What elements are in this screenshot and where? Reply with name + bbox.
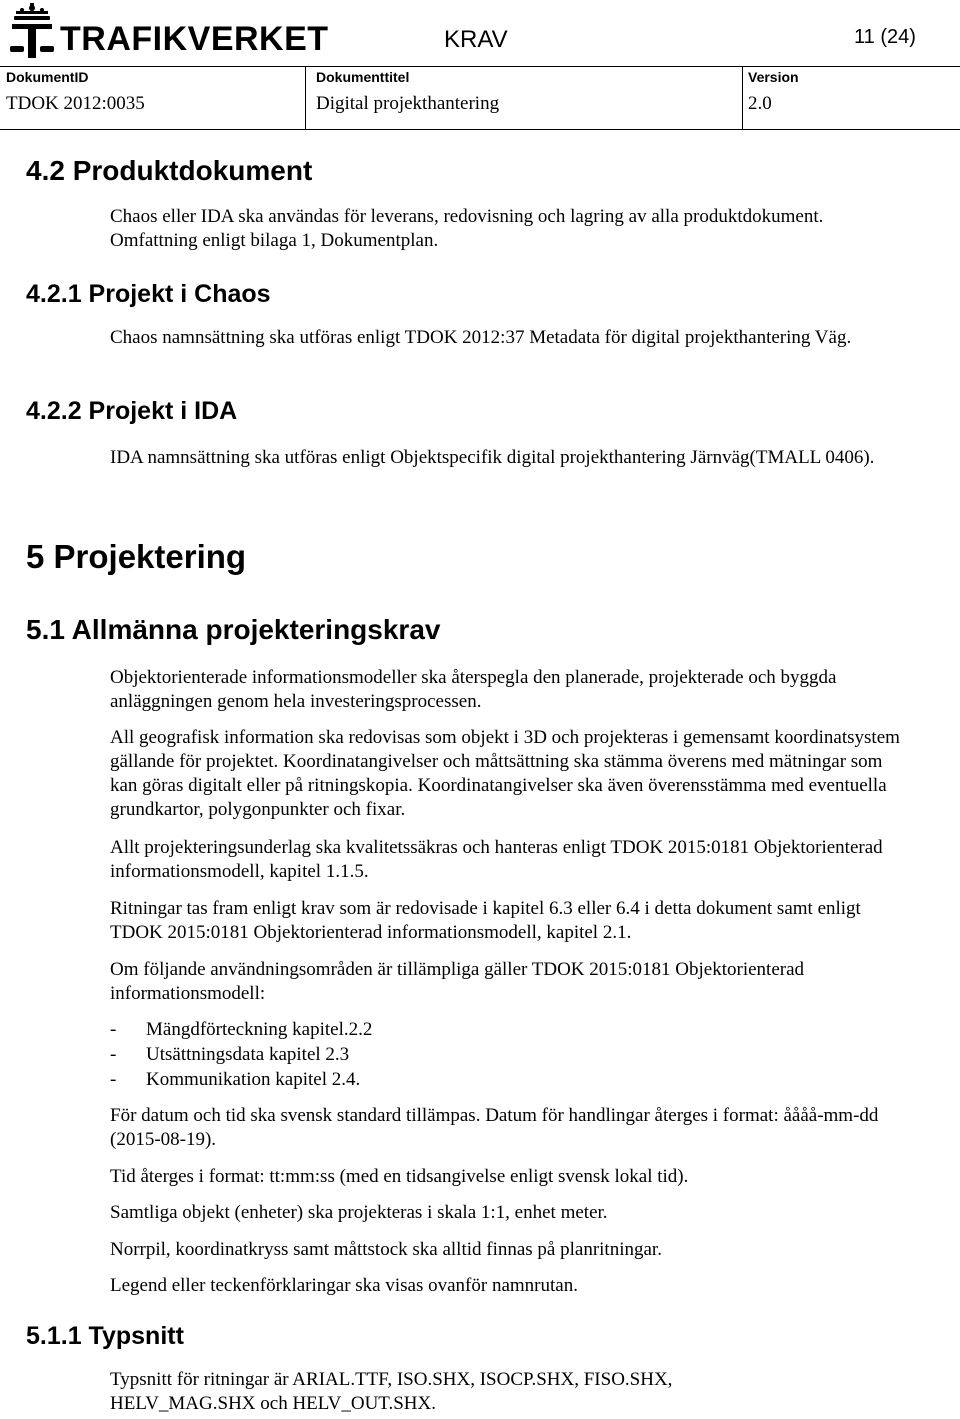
list-item (110, 1043, 349, 1067)
paragraph: Samtliga objekt (enheter) ska projekteras i skala 1:1, enhet meter. (110, 1202, 608, 1223)
paragraph: Allt projekteringsunderlag ska kvalitetssäkras och hanteras enligt TDOK 2015:0181 Objektorienterad informationsmodell, kapitel 1.1.5. (110, 837, 883, 882)
doc-id-value: TDOK 2012:0035 (6, 93, 145, 114)
paragraph: Om följande användningsområden är tillämpliga gäller TDOK 2015:0181 Objektorienterad informationsmodell: (110, 959, 805, 1004)
doc-title-label: Dokumenttitel (316, 69, 410, 85)
list-item-text: Utsättningsdata kapitel 2.3 (146, 1044, 350, 1065)
list-item (110, 1018, 372, 1042)
version-value: 2.0 (748, 93, 772, 114)
heading-4-2-2: 4.2.2 Projekt i IDA (26, 397, 238, 425)
doc-id-label: DokumentID (6, 69, 89, 85)
list-bullet: - (110, 1019, 117, 1040)
paragraph: Typsnitt för ritningar är ARIAL.TTF, ISO.SHX, ISOCP.SHX, FISO.SHX, HELV_MAG.SHX och HELV_OUT.SHX. (110, 1369, 673, 1414)
doc-title-value: Digital projekthantering (316, 93, 500, 114)
org-name: TRAFIKVERKET (60, 20, 329, 58)
paragraph: Norrpil, koordinatkryss samt måttstock ska alltid finnas på planritningar. (110, 1239, 662, 1260)
header-bottom-rule (0, 129, 960, 130)
heading-4-2-1: 4.2.1 Projekt i Chaos (26, 280, 271, 308)
list-item (110, 1068, 360, 1092)
list-bullet: - (110, 1044, 117, 1065)
crown-icon (6, 2, 58, 64)
heading-5: 5 Projektering (26, 538, 247, 575)
paragraph: Chaos namnsättning ska utföras enligt TDOK 2012:37 Metadata för digital projekthantering Väg. (110, 327, 852, 348)
list-bullet: - (110, 1069, 117, 1090)
paragraph: Legend eller teckenförklaringar ska visas ovanför namnrutan. (110, 1275, 578, 1296)
list-item-text: Kommunikation kapitel 2.4. (146, 1069, 361, 1090)
paragraph: All geografisk information ska redovisas som objekt i 3D och projekteras i gemensamt koordinatsystem gällande för projektet. Koordinatangivelser och måttsättning ska stämma överens med mätningar som kan göras digitalt eller på ritningskopia. Koordinatangivelser ska även överensstämma med eventuella grundkartor, polygonpunkter och fixar. (110, 727, 900, 820)
paragraph: IDA namnsättning ska utföras enligt Objektspecifik digital projekthantering Järnväg(TMALL 0406). (110, 447, 875, 468)
header-top-rule (0, 66, 960, 67)
heading-5-1-1: 5.1.1 Typsnitt (26, 1322, 184, 1350)
paragraph: Objektorienterade informationsmodeller ska återspegla den planerade, projekterade och byggda anläggningen genom hela investeringsprocessen. (110, 667, 837, 712)
heading-5-1: 5.1 Allmänna projekteringskrav (26, 614, 441, 645)
trafikverket-logo (6, 2, 329, 64)
version-label: Version (748, 69, 799, 85)
paragraph: Ritningar tas fram enligt krav som är redovisade i kapitel 6.3 eller 6.4 i detta dokument samt enligt TDOK 2015:0181 Objektorienterad informationsmodell, kapitel 2.1. (110, 898, 861, 943)
document-type: KRAV (444, 26, 508, 53)
paragraph: För datum och tid ska svensk standard tillämpas. Datum för handlingar återges i format: åååå-mm-dd (2015-08-19). (110, 1105, 879, 1150)
list-item-text: Mängdförteckning kapitel.2.2 (146, 1019, 373, 1040)
paragraph: Chaos eller IDA ska användas för leverans, redovisning och lagring av alla produktdokument. Omfattning enligt bilaga 1, Dokumentplan. (110, 206, 824, 251)
paragraph: Tid återges i format: tt:mm:ss (med en tidsangivelse enligt svensk lokal tid). (110, 1166, 689, 1187)
page-number: 11 (24) (854, 26, 916, 48)
header-divider (305, 66, 306, 130)
header-divider (742, 66, 743, 130)
heading-4-2: 4.2 Produktdokument (26, 155, 313, 186)
